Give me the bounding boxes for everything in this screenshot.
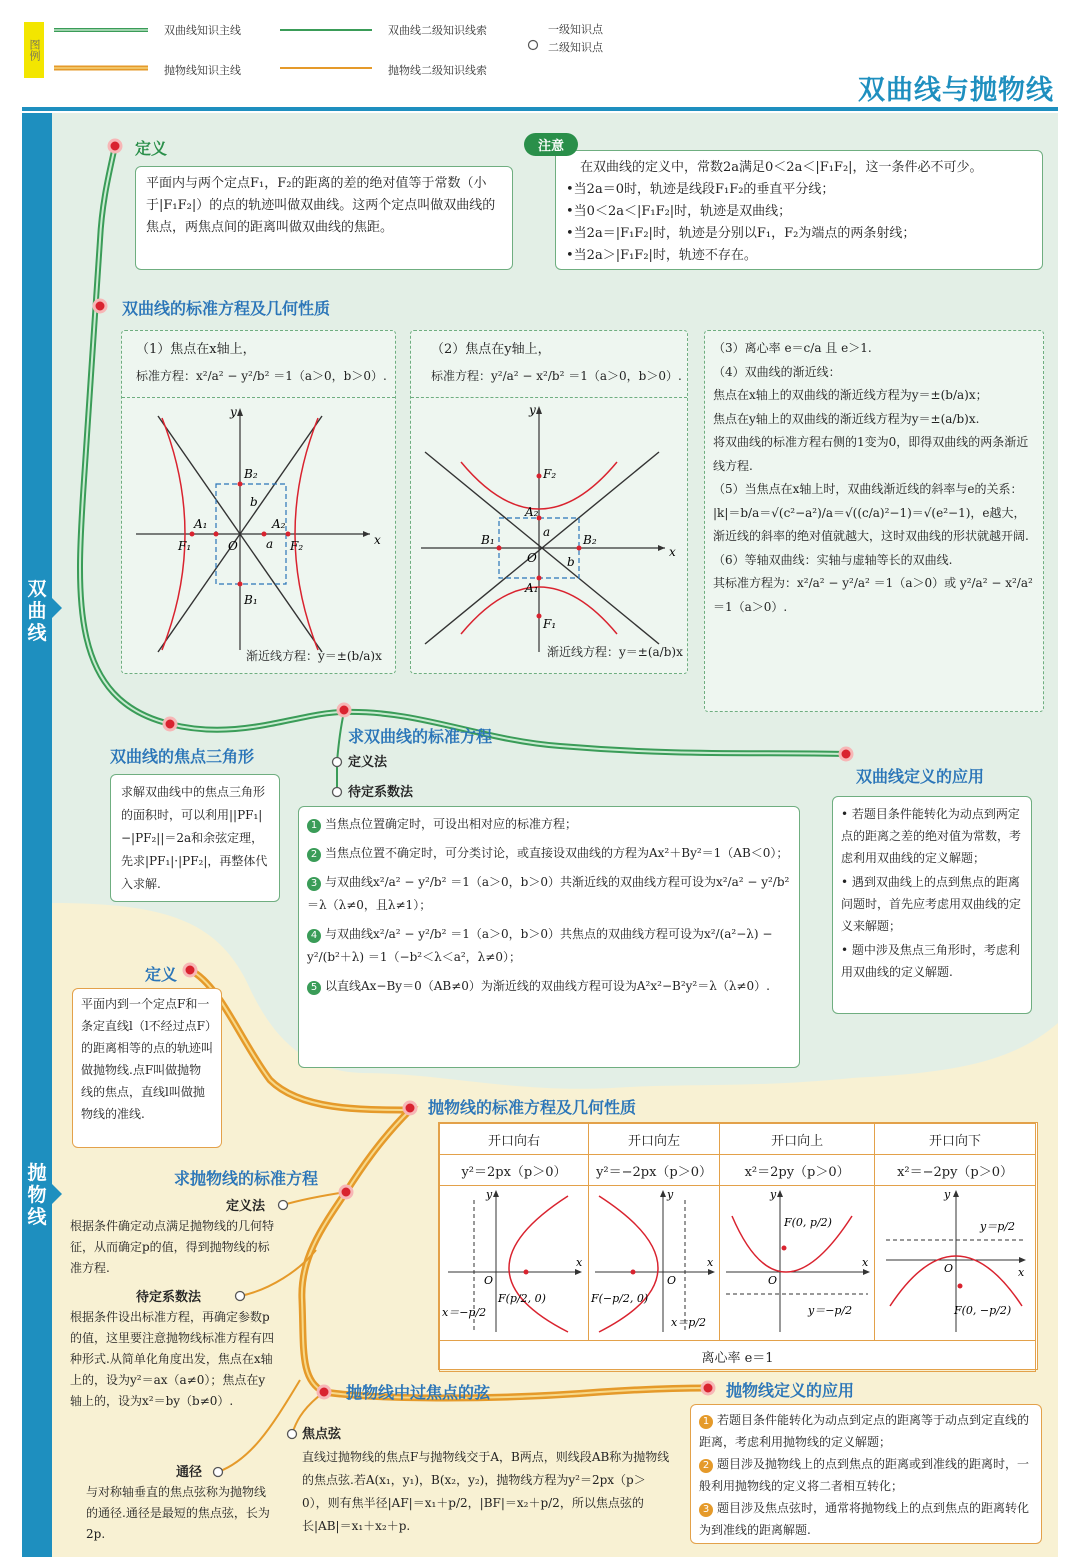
def-app-text: 若题目条件能转化为动点到两定点的距离之差的绝对值为常数，考虑利用双曲线的定义解题； <box>841 807 1022 865</box>
find-eq-text: 与双曲线x²/a² − y²/b² ＝1（a＞0，b＞0）共焦点的双曲线方程可设为x²/(a²−λ) − y²/(b²＋λ) ＝1（−b²＜λ＜a²，λ≠0）； <box>307 927 773 964</box>
axis-x-label: x <box>576 1256 583 1269</box>
prop-line: 将双曲线的标准方程右侧的1变为0，即得双曲线的两条渐近线方程. <box>713 435 1029 473</box>
def-app-text: 题目涉及焦点弦时，通常将抛物线上的点到焦点的距离转化为到准线的距离解题. <box>699 1501 1030 1537</box>
b-label: b <box>250 495 258 509</box>
case2-title: （2）焦点在y轴上， <box>431 342 551 357</box>
legend-hyper-sub: 双曲线二级知识线索 <box>388 24 487 37</box>
find-eq-item <box>307 871 791 917</box>
axis-x-label: x <box>1018 1266 1025 1279</box>
directrix-label: y＝−p/2 <box>808 1304 853 1317</box>
def-app-item: • 遇到双曲线上的点到焦点的距离问题时，首先应考虑用双曲线的定义来解题； <box>841 875 1022 933</box>
b1-label: B₁ <box>244 593 258 607</box>
col-header: 开口向左 <box>589 1124 720 1155</box>
find-eq-text: 与双曲线x²/a² − y²/b² ＝1（a＞0，b＞0）共渐近线的双曲线方程可设为x²/a² − y²/b² ＝λ（λ≠0，且λ≠1）； <box>307 875 790 912</box>
parabola-table <box>439 1123 1036 1372</box>
axis-y-label: y <box>770 1188 777 1201</box>
parabola-table-box <box>438 1122 1038 1370</box>
note-tag: 注意 <box>524 133 578 156</box>
focus-label: F(0, p/2) <box>784 1216 833 1229</box>
f1-label: F₁ <box>543 617 557 631</box>
note-line: •当2a＞|F₁F₂|时，轨迹不存在。 <box>566 248 757 263</box>
origin-label: O <box>228 539 238 553</box>
hyperbola-def-app-box <box>832 796 1032 1014</box>
legend-level1: 一级知识点 <box>548 23 603 36</box>
note-line: •当2a＝|F₁F₂|时，轨迹是分别以F₁，F₂为端点的两条射线； <box>566 226 916 241</box>
focal-triangle-text: 求解双曲线中的焦点三角形的面积时，可以利用||PF₁|−|PF₂||＝2a和余弦定理，先求|PF₁|·|PF₂|，再整体代入求解. <box>121 785 268 891</box>
hyperbola-properties-panel <box>704 330 1044 712</box>
parabola-def-app-box <box>690 1404 1042 1544</box>
focal-chord-heading: 抛物线中过焦点的弦 <box>346 1383 491 1402</box>
def-app-item <box>699 1409 1033 1453</box>
focal-triangle-heading: 双曲线的焦点三角形 <box>110 747 255 766</box>
axis-x-label: x <box>707 1256 714 1269</box>
parabola-def-app-heading: 抛物线定义的应用 <box>726 1381 855 1400</box>
b2-label: B₂ <box>244 467 258 481</box>
directrix-label: x＝−p/2 <box>442 1306 487 1319</box>
origin-label: O <box>484 1274 494 1287</box>
col-header: 开口向下 <box>875 1124 1036 1155</box>
f1-label: F₁ <box>178 539 192 553</box>
prop-line: 其标准方程为：x²/a² − y²/a² ＝1（a＞0）或 y²/a² − x²/a² ＝1（a＞0）. <box>713 576 1033 614</box>
hyperbola-definition-heading: 定义 <box>135 139 168 158</box>
number-badge: 2 <box>307 848 321 862</box>
def-app-text: 遇到双曲线上的点到焦点的距离问题时，首先应考虑用双曲线的定义来解题； <box>841 875 1022 933</box>
def-app-text: 若题目条件能转化为动点到定点的距离等于动点到定直线的距离，考虑利用抛物线的定义解题； <box>699 1413 1030 1449</box>
number-badge: 1 <box>699 1415 713 1429</box>
equation-cell: x²＝2py（p＞0） <box>720 1155 875 1186</box>
find-eq-item <box>307 923 791 969</box>
focus-label: F(0, −p/2) <box>954 1304 1012 1317</box>
def-app-item <box>699 1453 1033 1497</box>
legend-hyper-main: 双曲线知识主线 <box>164 24 241 37</box>
b2-label: B₂ <box>583 533 597 547</box>
prop-line: 焦点在y轴上的双曲线的渐近线方程为y＝±(a/b)x. <box>713 411 980 426</box>
a1-label: A₁ <box>525 581 539 595</box>
axis-x-label: x <box>669 545 676 559</box>
equation-cell: x²＝−2py（p＞0） <box>875 1155 1036 1186</box>
a1-label: A₁ <box>194 517 208 531</box>
parabola-method-definition: 定义法 <box>226 1199 266 1214</box>
case1-asymptote: 渐近线方程：y＝±(b/a)x <box>246 649 382 663</box>
focal-chord-subheading: 焦点弦 <box>302 1427 342 1442</box>
equation-cell: y²＝2px（p＞0） <box>440 1155 589 1186</box>
prop-line: 焦点在x轴上的双曲线的渐近线方程为y＝±(b/a)x； <box>713 388 988 402</box>
hyperbola-x-graph <box>122 398 394 658</box>
find-eq-item <box>307 975 791 998</box>
parabola-definition-box <box>72 988 222 1148</box>
focal-triangle-box <box>110 774 280 902</box>
parabola-find-eq-heading: 求抛物线的标准方程 <box>174 1169 319 1188</box>
parabola-std-heading: 抛物线的标准方程及几何性质 <box>428 1098 637 1117</box>
hyperbola-definition-box <box>135 166 513 270</box>
a-label: a <box>266 537 274 551</box>
parabola-method-definition-text: 根据条件确定动点满足抛物线的几何特征，从而确定p的值，得到抛物线的标准方程. <box>70 1219 275 1275</box>
sidebar-label-parabola: 抛物线 <box>27 1162 47 1228</box>
parabola-definition-text: 平面内到一个定点F和一条定直线l（l不经过点F）的距离相等的点的轨迹叫做抛物线.点F叫做抛物线的焦点，直线l叫做抛物线的准线. <box>81 997 214 1121</box>
hyperbola-case2-panel <box>410 330 688 674</box>
prop-line: （3）离心率 e＝c/a 且 e＞1. <box>713 341 872 355</box>
def-app-item: • 若题目条件能转化为动点到两定点的距离之差的绝对值为常数，考虑利用双曲线的定义解题； <box>841 807 1022 865</box>
directrix-label: y＝p/2 <box>980 1220 1016 1233</box>
find-eq-item <box>307 842 791 865</box>
col-header: 开口向上 <box>720 1124 875 1155</box>
hyperbola-y-graph <box>411 398 687 658</box>
prop-line: （6）等轴双曲线：实轴与虚轴等长的双曲线. <box>713 552 953 567</box>
legend-tag: 图例 <box>24 22 44 78</box>
col-header: 开口向右 <box>440 1124 589 1155</box>
case2-equation: 标准方程：y²/a² − x²/b² ＝1（a＞0，b＞0）. <box>431 369 682 383</box>
parabola-up-graph <box>720 1186 874 1336</box>
b-label: b <box>567 555 575 569</box>
number-badge: 4 <box>307 929 321 943</box>
legend-para-main: 抛物线知识主线 <box>164 64 241 77</box>
number-badge: 5 <box>307 981 321 995</box>
find-eq-item <box>307 813 791 836</box>
focus-label: F(p/2, 0) <box>498 1292 546 1305</box>
def-app-text: 题目涉及抛物线上的点到焦点的距离或到准线的距离时，一般利用抛物线的定义将二者相互转化； <box>699 1457 1030 1493</box>
axis-y-label: y <box>667 1188 674 1201</box>
hyperbola-std-heading: 双曲线的标准方程及几何性质 <box>122 299 331 318</box>
origin-label: O <box>667 1274 677 1287</box>
axis-x-label: x <box>862 1256 869 1269</box>
def-app-text: 题中涉及焦点三角形时，考虑利用双曲线的定义解题. <box>841 943 1020 979</box>
note-line: 在双曲线的定义中，常数2a满足0＜2a＜|F₁F₂|，这一条件必不可少。 <box>580 160 983 175</box>
def-app-item <box>699 1497 1033 1541</box>
origin-label: O <box>768 1274 778 1287</box>
number-badge: 3 <box>307 877 321 891</box>
a2-label: A₂ <box>525 505 539 519</box>
note-box <box>555 150 1043 270</box>
find-eq-text: 以直线Ax−By＝0（AB≠0）为渐近线的双曲线方程可设为A²x²−B²y²＝λ（λ≠0）. <box>325 979 770 993</box>
prop-line: 渐近线的斜率的绝对值就越大，这时双曲线的形状就越开阔. <box>713 529 1029 543</box>
prop-line: |k|＝b/a＝√(c²−a²)/a＝√((c/a)²−1)＝√(e²−1)，e越大， <box>713 505 1026 520</box>
focal-chord-text: 直线过抛物线的焦点F与抛物线交于A，B两点，则线段AB称为抛物线的焦点弦.若A(x₁，y₁)，B(x₂，y₂)，抛物线方程为y²＝2px（p＞0），则有焦半径|AF|＝x₁＋p/2，|BF|＝x₂＋p/2，所以焦点弦的长|AB|＝x₁＋x₂＋p. <box>302 1450 670 1533</box>
parabola-right-graph <box>440 1186 588 1336</box>
parabola-left-graph <box>589 1186 719 1336</box>
parabola-definition-heading: 定义 <box>145 965 178 984</box>
a2-label: A₂ <box>272 517 286 531</box>
hyperbola-definition-text: 平面内与两个定点F₁，F₂的距离的差的绝对值等于常数（小于|F₁F₂|）的点的轨迹叫做双曲线。这两个定点叫做双曲线的焦点，两焦点间的距离叫做双曲线的焦距。 <box>146 176 496 235</box>
find-eq-text: 当焦点位置不确定时，可分类讨论，或直接设双曲线的方程为Ax²＋By²＝1（AB＜0）； <box>325 846 789 860</box>
case1-title: （1）焦点在x轴上， <box>136 342 256 357</box>
hyperbola-find-eq-heading: 求双曲线的标准方程 <box>348 727 493 746</box>
def-app-item: • 题中涉及焦点三角形时，考虑利用双曲线的定义解题. <box>841 943 1020 979</box>
axis-x-label: x <box>374 533 381 547</box>
prop-line: （4）双曲线的渐近线： <box>713 364 841 379</box>
focus-label: F(−p/2, 0) <box>591 1292 649 1305</box>
hyperbola-find-eq-box <box>298 806 800 1068</box>
hyperbola-method-definition: 定义法 <box>348 755 388 770</box>
parabola-down-graph <box>880 1186 1030 1336</box>
sidebar-label-hyperbola: 双曲线 <box>27 578 47 644</box>
note-line: •当0＜2a＜|F₁F₂|时，轨迹是双曲线； <box>566 204 792 219</box>
hyperbola-case1-panel <box>121 330 396 674</box>
axis-y-label: y <box>486 1188 493 1201</box>
legend-para-sub: 抛物线二级知识线索 <box>388 64 487 77</box>
a-label: a <box>543 525 551 539</box>
parabola-method-undetermined: 待定系数法 <box>136 1290 202 1305</box>
b1-label: B₁ <box>481 533 495 547</box>
directrix-label: x＝p/2 <box>671 1316 706 1329</box>
origin-label: O <box>527 551 537 565</box>
note-line: •当2a＝0时，轨迹是线段F₁F₂的垂直平分线； <box>566 182 835 197</box>
f2-label: F₂ <box>290 539 304 553</box>
number-badge: 2 <box>699 1459 713 1473</box>
prop-line: （5）当焦点在x轴上时，双曲线渐近线的斜率与e的关系： <box>713 482 1023 496</box>
hyperbola-def-app-heading: 双曲线定义的应用 <box>856 767 985 786</box>
hyperbola-method-undetermined: 待定系数法 <box>348 785 414 800</box>
find-eq-text: 当焦点位置确定时，可设出相对应的标准方程； <box>325 817 578 831</box>
number-badge: 3 <box>699 1503 713 1517</box>
number-badge: 1 <box>307 819 321 833</box>
parabola-method-undetermined-text: 根据条件设出标准方程，再确定参数p的值，这里要注意抛物线标准方程有四种形式.从简单化角度出发，焦点在x轴上的，设为y²＝ax（a≠0）；焦点在y轴上的，设为x²＝by（b≠0）. <box>70 1310 275 1408</box>
latus-rectum-heading: 通径 <box>176 1465 203 1480</box>
page-title: 双曲线与抛物线 <box>858 75 1054 106</box>
case1-equation: 标准方程：x²/a² − y²/b² ＝1（a＞0，b＞0）. <box>136 369 387 383</box>
equation-cell: y²＝−2px（p＞0） <box>589 1155 720 1186</box>
axis-y-label: y <box>529 403 536 417</box>
origin-label: O <box>944 1262 954 1275</box>
case2-asymptote: 渐近线方程：y＝±(a/b)x <box>547 645 683 659</box>
legend-level2: 二级知识点 <box>548 41 603 54</box>
axis-y-label: y <box>944 1188 951 1201</box>
axis-y-label: y <box>230 405 237 419</box>
eccentricity-cell: 离心率 e＝1 <box>440 1341 1036 1372</box>
f2-label: F₂ <box>543 467 557 481</box>
latus-rectum-text: 与对称轴垂直的焦点弦称为抛物线的通径.通径是最短的焦点弦，长为2p. <box>86 1485 270 1541</box>
